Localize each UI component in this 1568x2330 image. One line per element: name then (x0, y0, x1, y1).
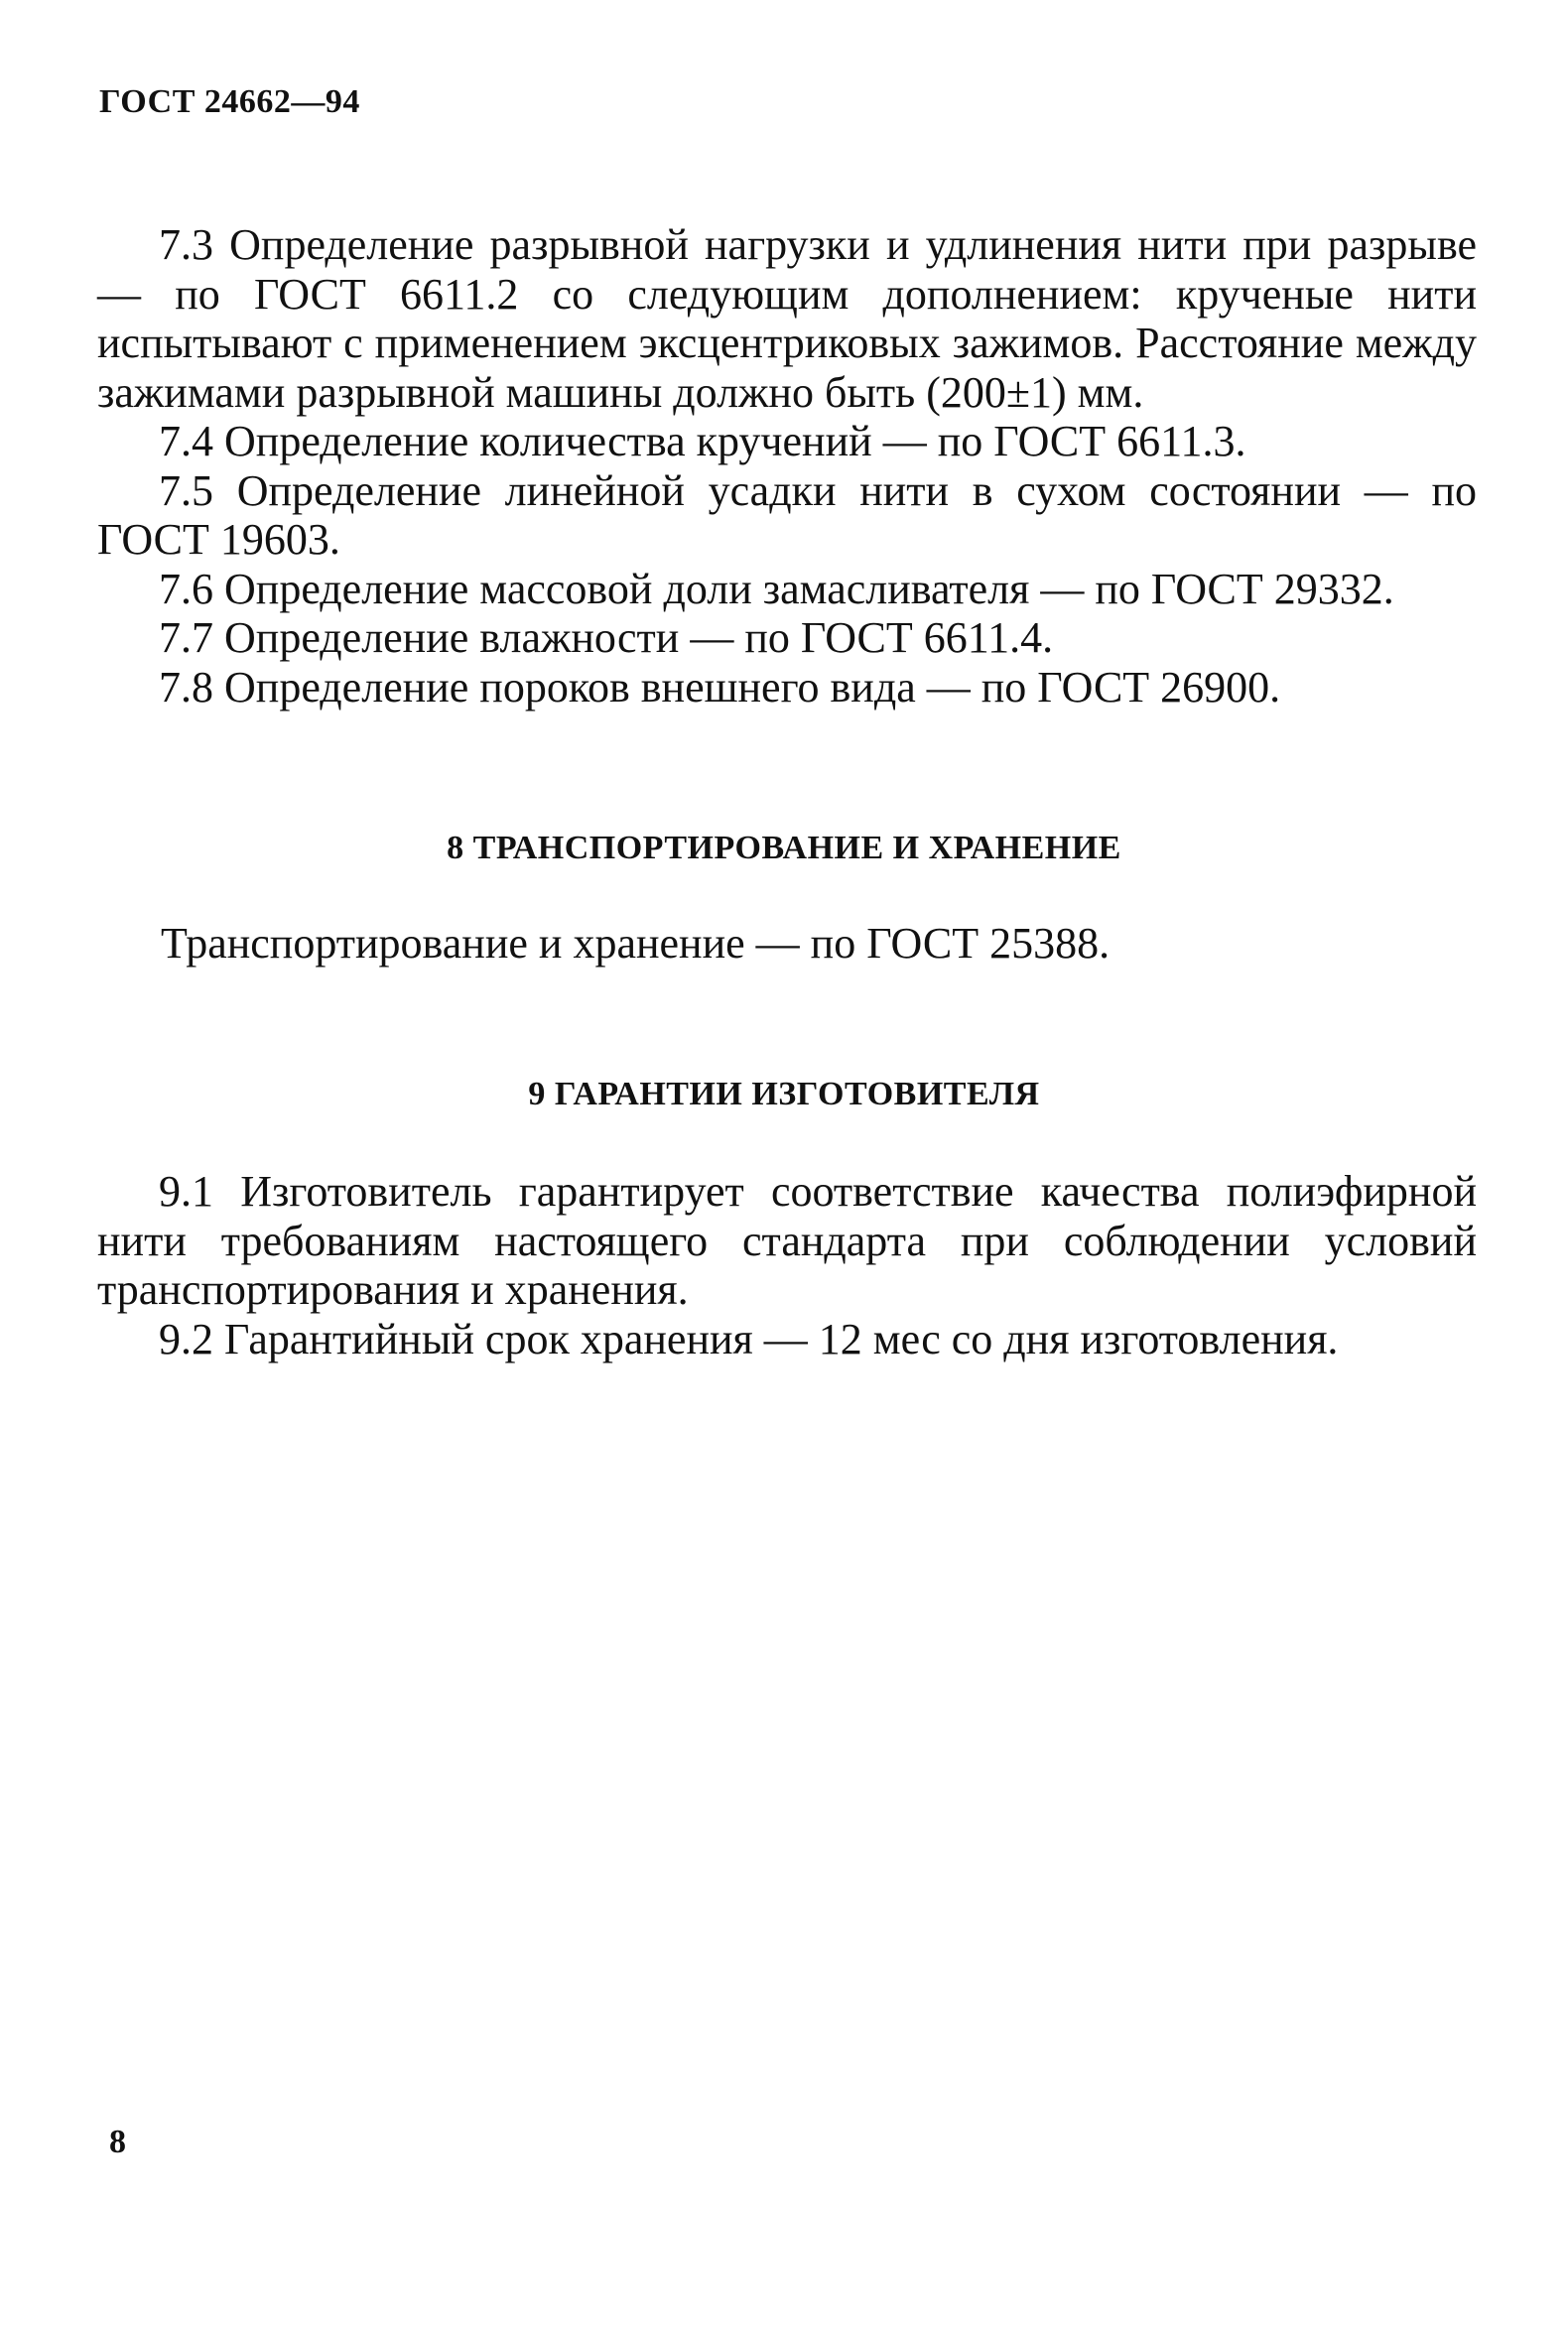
paragraph-7-3: 7.3 Определение разрывной нагрузки и удлинения нити при разрыве — по ГОСТ 6611.2 со следующим дополнением: крученые нити испытывают с применением эксцентриковых зажимов. Расстояние между зажимами разрывной машины должно быть (200±1) мм. (97, 220, 1477, 417)
paragraph-7-7: 7.7 Определение влажности — по ГОСТ 6611.4. (159, 613, 1054, 662)
paragraph-9-2: 9.2 Гарантийный срок хранения — 12 мес со дня изготовления. (159, 1314, 1339, 1363)
paragraph-7-8: 7.8 Определение пороков внешнего вида — по ГОСТ 26900. (159, 662, 1281, 712)
paragraph-7-6: 7.6 Определение массовой доли замасливателя — по ГОСТ 29332. (159, 564, 1394, 613)
section-7-body (97, 220, 1477, 712)
paragraph-7-4: 7.4 Определение количества кручений — по ГОСТ 6611.3. (159, 417, 1246, 465)
paragraph-9-1: 9.1 Изготовитель гарантирует соответствие качества полиэфирной нити требованиям настоящего стандарта при соблюдении условий транспортирования и хранения. (97, 1167, 1477, 1314)
section-9-heading: 9 ГАРАНТИИ ИЗГОТОВИТЕЛЯ (528, 1076, 1040, 1112)
section-8-text: Транспортирование и хранение — по ГОСТ 25388. (161, 919, 1111, 968)
document-code: ГОСТ 24662—94 (99, 83, 360, 120)
section-8-heading: 8 ТРАНСПОРТИРОВАНИЕ И ХРАНЕНИЕ (447, 830, 1121, 866)
page-number: 8 (109, 2124, 126, 2160)
paragraph-7-5: 7.5 Определение линейной усадки нити в сухом состоянии — по ГОСТ 19603. (97, 465, 1477, 564)
section-9-body (97, 1167, 1477, 1363)
